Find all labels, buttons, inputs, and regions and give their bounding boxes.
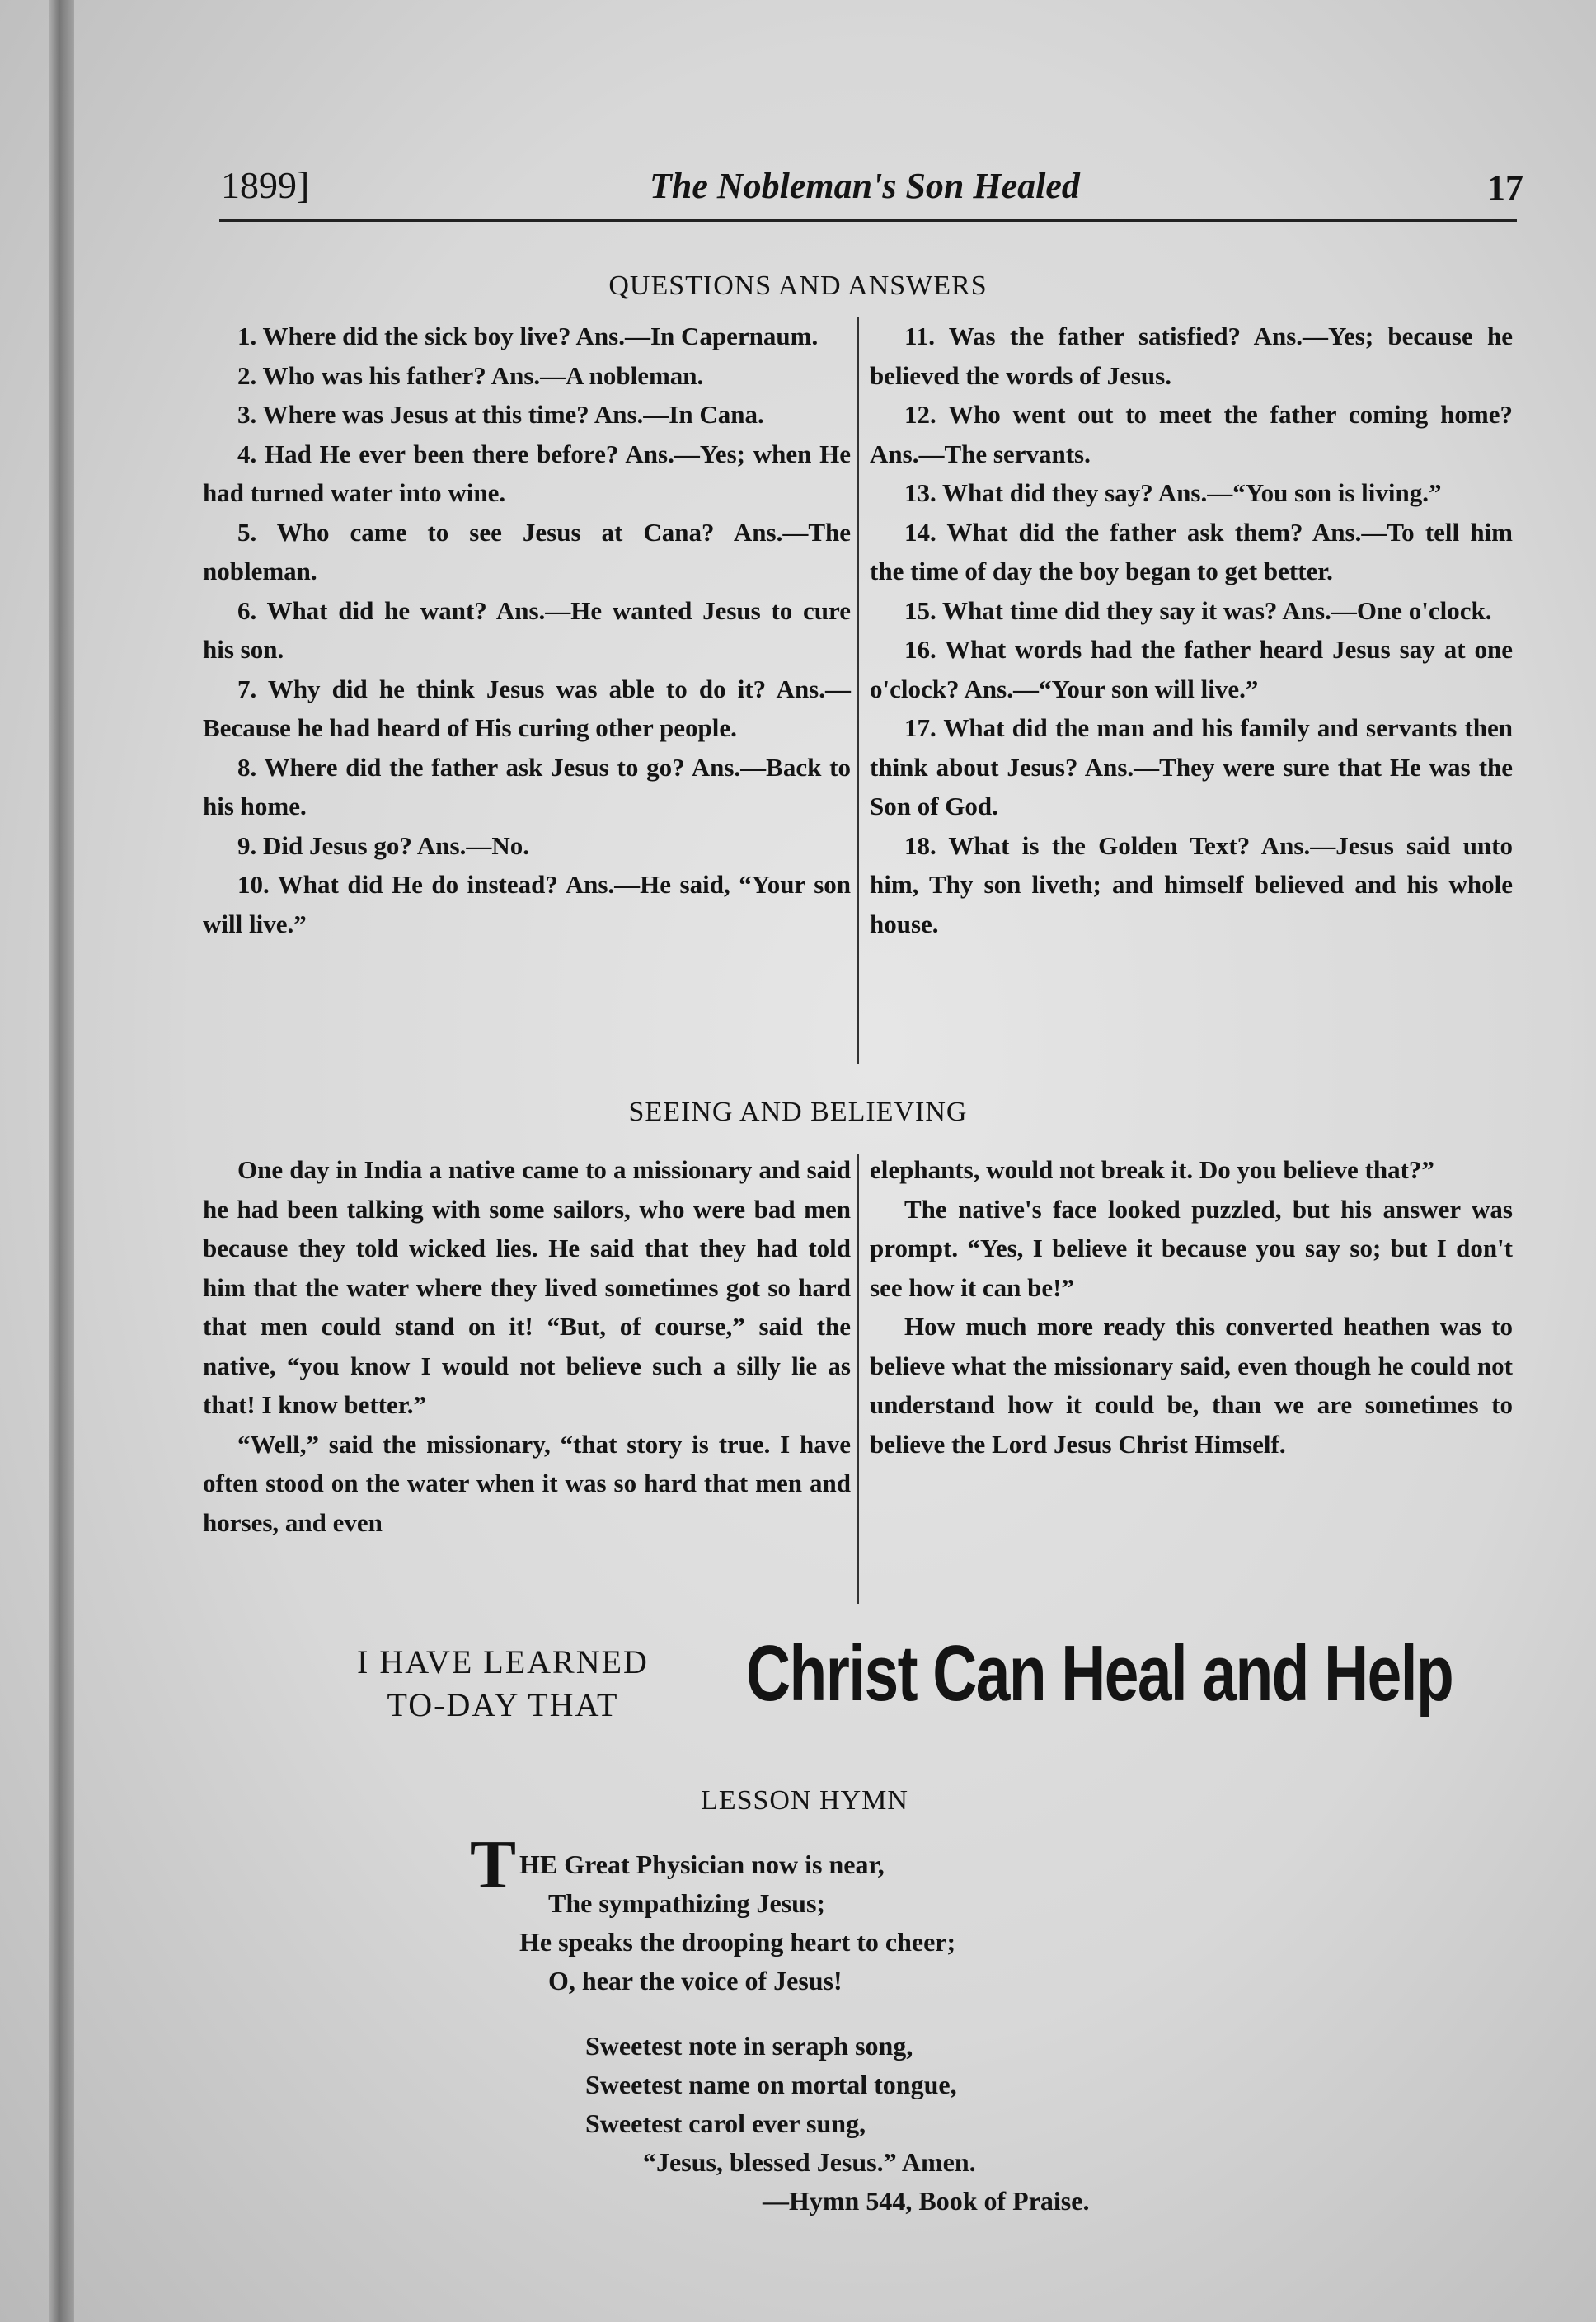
qa-right-column xyxy=(870,317,1513,943)
learned-label xyxy=(313,1641,692,1727)
story-paragraph: One day in India a native came to a missionary and said he had been talking with some sailors, who were bad men because they told wicked lies. He said that they had told him that the water where they lived sometimes got so hard that men could stand on it! “But, of course,” said the native, “you know I would not believe such a silly lie as that! I know better.” xyxy=(203,1155,851,1419)
column-divider xyxy=(857,317,859,1064)
header-title: The Nobleman's Son Healed xyxy=(650,166,1080,206)
qa-item: 18. What is the Golden Text? Ans.—Jesus said unto him, Thy son liveth; and himself believed and his whole house. xyxy=(870,830,1513,938)
qa-item: 10. What did He do instead? Ans.—He said, “Your son will live.” xyxy=(203,870,851,938)
qa-item: 12. Who went out to meet the father coming home? Ans.—The servants. xyxy=(870,400,1513,468)
qa-item: 6. What did he want? Ans.—He wanted Jesus to cure his son. xyxy=(203,595,851,664)
qa-item: 5. Who came to see Jesus at Cana? Ans.—The nobleman. xyxy=(203,517,851,585)
story-paragraph: “Well,” said the missionary, “that story is true. I have often stood on the water when it was so hard that men and horses, and even xyxy=(203,1429,851,1537)
qa-item: 1. Where did the sick boy live? Ans.—In Capernaum. xyxy=(237,322,819,350)
lesson-takeaway: Christ Can Heal and Help xyxy=(746,1629,1453,1718)
hymn-heading: LESSON HYMN xyxy=(701,1785,908,1816)
qa-item: 16. What words had the father heard Jesus say at one o'clock? Ans.—“Your son will live.” xyxy=(870,635,1513,703)
qa-item: 4. Had He ever been there before? Ans.—Yes; when He had turned water into wine. xyxy=(203,439,851,507)
hymn-dropcap: T xyxy=(470,1826,517,1903)
hymn-line: “Jesus, blessed Jesus.” Amen. xyxy=(643,2147,976,2177)
learned-line-1: I HAVE LEARNED xyxy=(357,1643,649,1680)
running-head xyxy=(221,163,1523,213)
qa-item: 14. What did the father ask them? Ans.—To tell him the time of day the boy began to get better. xyxy=(870,517,1513,585)
hymn-line: O, hear the voice of Jesus! xyxy=(548,1966,843,1995)
learned-line-2: TO-DAY THAT xyxy=(387,1686,619,1723)
binding-shadow xyxy=(49,0,74,2322)
hymn-line: Sweetest name on mortal tongue, xyxy=(585,2070,957,2099)
story-paragraph: How much more ready this converted heathen was to believe what the missionary said, even though he could not understand how it could be, than we are sometimes to believe the Lord Jesus Christ Himself. xyxy=(870,1312,1513,1459)
qa-item: 11. Was the father satisfied? Ans.—Yes; because he believed the words of Jesus. xyxy=(870,322,1513,390)
hymn-line: Sweetest note in seraph song, xyxy=(585,2031,913,2061)
qa-item: 2. Who was his father? Ans.—A nobleman. xyxy=(237,360,704,390)
header-year: 1899] xyxy=(221,164,310,206)
hymn-attribution: —Hymn 544, Book of Praise. xyxy=(763,2186,1090,2216)
qa-item: 13. What did they say? Ans.—“You son is living.” xyxy=(904,478,1442,507)
qa-left-column xyxy=(203,317,851,943)
story-paragraph: The native's face looked puzzled, but his answer was prompt. “Yes, I believe it because you say so; but I don't see how it can be!” xyxy=(870,1194,1513,1302)
hymn-line: The sympathizing Jesus; xyxy=(548,1888,826,1918)
story-paragraph: elephants, would not break it. Do you believe that?” xyxy=(870,1155,1434,1184)
story-right-column xyxy=(870,1150,1513,1464)
qa-heading: QUESTIONS AND ANSWERS xyxy=(608,270,988,301)
qa-item: 9. Did Jesus go? Ans.—No. xyxy=(237,830,529,860)
hymn-line: He speaks the drooping heart to cheer; xyxy=(519,1927,956,1957)
qa-item: 7. Why did he think Jesus was able to do it? Ans.—Because he had heard of His curing other people. xyxy=(203,674,851,742)
story-left-column xyxy=(203,1150,851,1542)
header-rule xyxy=(219,219,1517,222)
qa-item: 8. Where did the father ask Jesus to go? Ans.—Back to his home. xyxy=(203,752,851,820)
story-heading: SEEING AND BELIEVING xyxy=(628,1097,968,1127)
qa-item: 3. Where was Jesus at this time? Ans.—In Cana. xyxy=(237,400,764,429)
hymn-line: HE Great Physician now is near, xyxy=(519,1850,885,1879)
qa-item: 15. What time did they say it was? Ans.—One o'clock. xyxy=(904,595,1492,625)
hymn-line: Sweetest carol ever sung, xyxy=(585,2108,866,2138)
qa-item: 17. What did the man and his family and servants then think about Jesus? Ans.—They were sure that He was the Son of God. xyxy=(870,713,1513,820)
column-divider xyxy=(857,1154,859,1604)
page-number: 17 xyxy=(1487,167,1523,208)
